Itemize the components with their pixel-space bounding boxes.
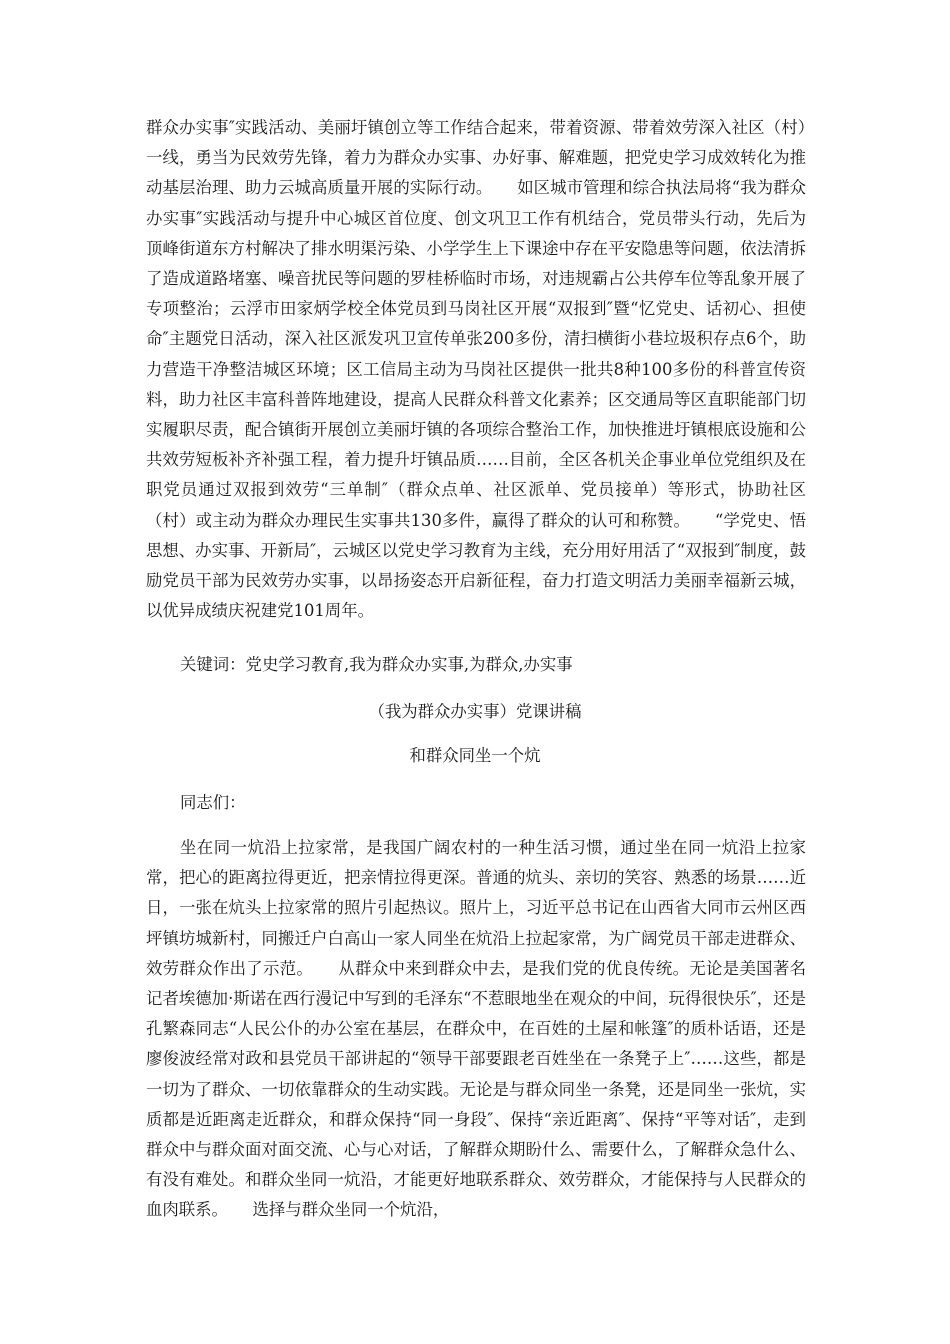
greeting: 同志们： (180, 793, 246, 812)
lecture-subtitle: （我为群众办实事）党课讲稿 (368, 702, 582, 721)
lecture-body-paragraph: 坐在同一炕沿上拉家常，是我国广阔农村的一种生活习惯，通过坐在同一炕沿上拉家常，把心的距离拉得更近，把亲情拉得更深。普通的炕头、亲切的笑容、熟悉的场景……近日，一张在炕头上拉家常的照片引起热议。照片上，习近平总书记在山西省大同市云州区西坪镇坊城新村，同搬迁户白高山一家人同坐在炕沿上拉起家常，为广阔党员干部走进群众、效劳群众作出了示范。 从群众中来到群众中去，是我们党的优良传统。无论是美国著名记者埃德加·斯诺在西行漫记中写到的毛泽东“不惹眼地坐在观众的中间，玩得很快乐″，还是孔繁森同志“人民公仆的办公室在基层，在群众中，在百姓的土屋和帐篷″的质朴话语，还是廖俊波经常对政和县党员干部讲起的“领导干部要跟老百姓坐在一条凳子上″……这些，都是一切为了群众、一切依靠群众的生动实践。无论是与群众同坐一条凳，还是同坐一张炕，实质都是近距离走近群众，和群众保持“同一身段″、保持“亲近距离″、保持“平等对话″，走到群众中与群众面对面交流、心与心对话，了解群众期盼什么、需要什么，了解群众急什么、有没有难处。和群众坐同一炕沿，才能更好地联系群众、效劳群众，才能保持与人民群众的血肉联系。 选择与群众坐同一个炕沿， (146, 838, 806, 1220)
keywords-line: 关键词：党史学习教育,我为群众办实事,为群众,办实事 (180, 655, 573, 674)
lecture-title: 和群众同坐一个炕 (409, 746, 541, 765)
continued-paragraph: 群众办实事″实践活动、美丽圩镇创立等工作结合起来，带着资源、带着效劳深入社区（村）一线，勇当为民效劳先锋，着力为群众办实事、办好事、解难题，把党史学习成效转化为推动基层治理、助力云城高质量开展的实际行动。 如区城市管理和综合执法局将“我为群众办实事″实践活动与提升中心城区首位度、创文巩卫工作有机结合，党员带头行动，先后为顶峰街道东方村解决了排水明渠污染、小学学生上下课途中存在平安隐患等问题，依法清拆了造成道路堵塞、噪音扰民等问题的罗桂桥临时市场，对违规霸占公共停车位等乱象开展了专项整治；云浮市田家炳学校全体党员到马岗社区开展“双报到″暨“忆党史、话初心、担使命″主题党日活动，深入社区派发巩卫宣传单张200多份，清扫横街小巷垃圾积存点6个，助力营造干净整洁城区环境；区工信局主动为马岗社区提供一批共8种100多份的科普宣传资料，助力社区丰富科普阵地建设，提高人民群众科普文化素养；区交通局等区直职能部门切实履职尽责，配合镇街开展创立美丽圩镇的各项综合整治工作，加快推进圩镇根底设施和公共效劳短板补齐补强工程，着力提升圩镇品质……目前，全区各机关企事业单位党组织及在职党员通过双报到效劳“三单制″（群众点单、社区派单、党员接单）等形式，协助社区（村）或主动为群众办理民生实事共130多件，赢得了群众的认可和称赞。 “学党史、悟思想、办实事、开新局″，云城区以党史学习教育为主线，充分用好用活了“双报到″制度，鼓励党员干部为民效劳办实事，以昂扬姿态开启新征程，奋力打造文明活力美丽幸福新云城，以优异成绩庆祝建党101周年。 (146, 118, 806, 621)
